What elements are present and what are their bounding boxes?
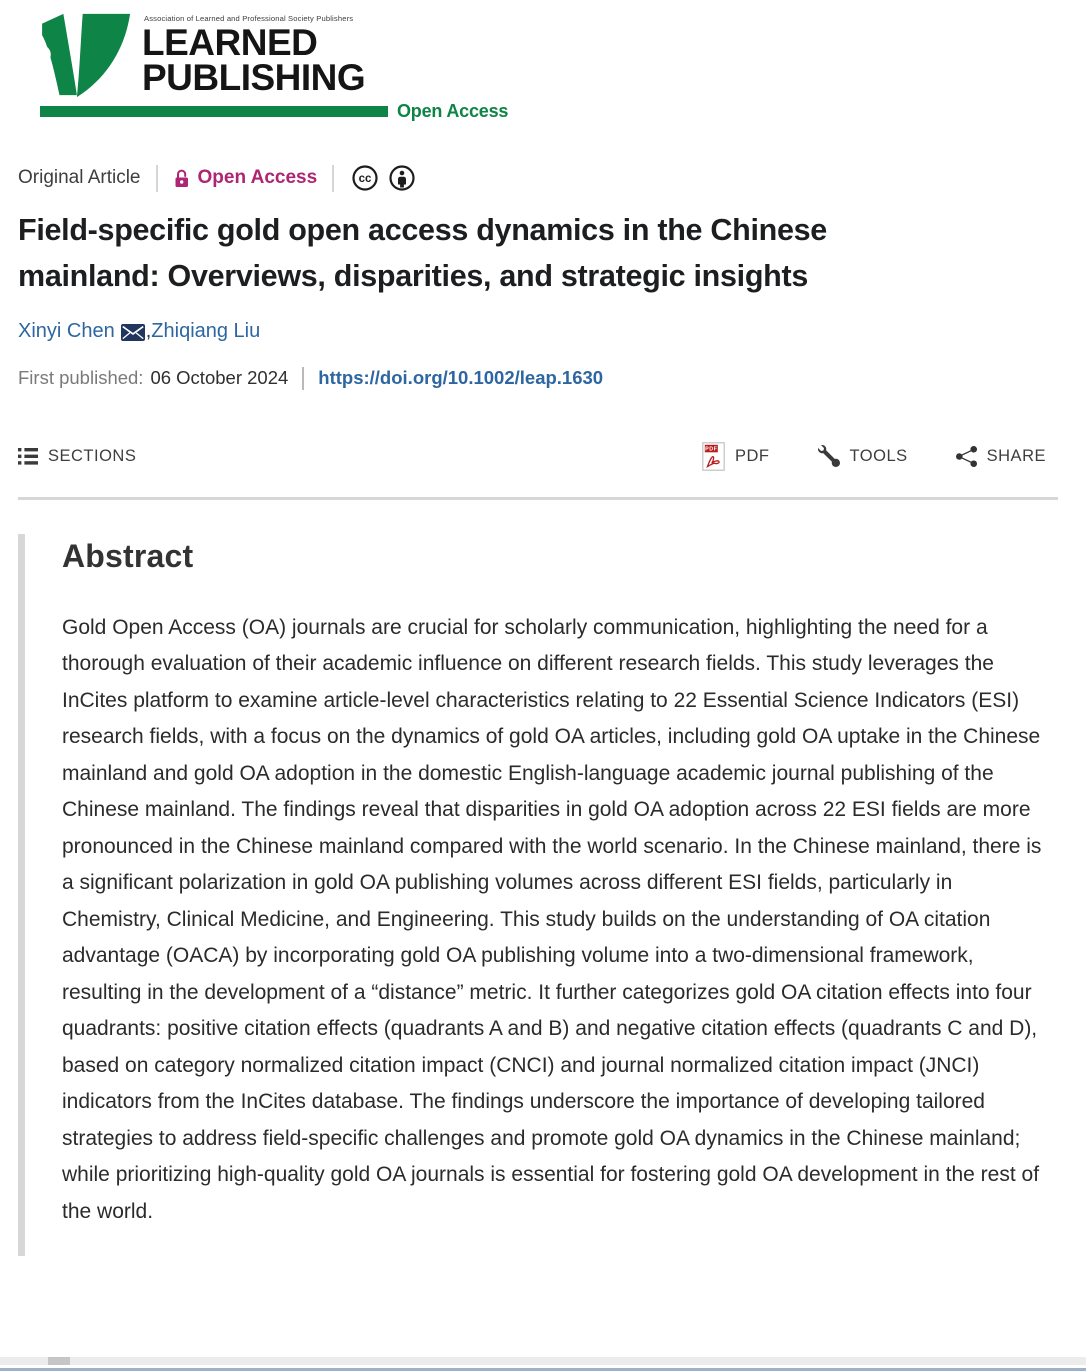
svg-text:PDF: PDF xyxy=(705,446,718,453)
article-meta-row xyxy=(18,164,1046,192)
share-button-label: SHARE xyxy=(986,446,1046,465)
pdf-button-label: PDF xyxy=(735,446,770,465)
tools-wrench-icon xyxy=(818,445,840,467)
published-row xyxy=(18,367,1046,390)
author-link-1[interactable]: Xinyi Chen xyxy=(18,319,115,342)
journal-logo[interactable] xyxy=(40,12,1046,122)
open-access-badge-label: Open Access xyxy=(197,167,318,188)
cc-by-icon[interactable] xyxy=(388,164,416,192)
sections-button-label: SECTIONS xyxy=(48,446,137,465)
author-link-2[interactable]: Zhiqiang Liu xyxy=(151,319,261,342)
horizontal-scrollbar[interactable] xyxy=(0,1357,1086,1365)
divider xyxy=(302,367,304,390)
tools-button-label: TOOLS xyxy=(849,446,908,465)
abstract-section xyxy=(18,534,1046,1257)
article-type-label: Original Article xyxy=(18,167,141,188)
divider xyxy=(332,165,334,192)
svg-text:cc: cc xyxy=(358,173,372,185)
journal-name-line2: PUBLISHING xyxy=(142,57,366,99)
lock-open-icon xyxy=(173,168,190,189)
author-separator: , xyxy=(145,319,152,342)
article-toolbar xyxy=(18,442,1046,471)
article-title: Field-specific gold open access dynamics in the Chinese mainland: Overviews, disparities, and strategic insights xyxy=(18,213,827,293)
share-button[interactable] xyxy=(956,446,1046,467)
journal-open-access-label: Open Access xyxy=(397,101,509,121)
scrollbar-thumb[interactable] xyxy=(48,1357,70,1365)
author-list xyxy=(18,320,1046,343)
sections-list-icon xyxy=(18,447,38,466)
cc-icon[interactable] xyxy=(351,164,379,192)
pdf-button[interactable] xyxy=(702,442,770,471)
alpsp-logo-icon xyxy=(40,12,137,99)
journal-name-line1: LEARNED xyxy=(142,22,318,63)
doi-link[interactable]: https://doi.org/10.1002/leap.1630 xyxy=(318,367,604,389)
email-icon[interactable] xyxy=(121,324,145,341)
open-access-badge[interactable] xyxy=(173,167,318,189)
toolbar-divider xyxy=(18,497,1058,500)
pdf-file-icon xyxy=(702,442,725,471)
logo-underline-bar xyxy=(40,106,388,117)
first-published-label: First published: xyxy=(18,367,144,389)
published-date: 06 October 2024 xyxy=(150,367,289,389)
abstract-heading: Abstract xyxy=(62,537,194,574)
association-name: Association of Learned and Professional Society Publishers xyxy=(144,14,354,23)
abstract-text: Gold Open Access (OA) journals are crucial for scholarly communication, highlighting the need for a thorough evaluation of their academic influence on different research fields. This study leverages the InCites platform to examine article-level characteristics relating to 22 Essential Science Indicators (ESI) research fields, with a focus on the dynamics of gold OA articles, including gold OA uptake in the Chinese mainland and gold OA adoption in the domestic English-language academic journal publishing of the Chinese mainland. The findings reveal that disparities in gold OA adoption across 22 ESI fields are more pronounced in the Chinese mainland compared with the world scenario. In the Chinese mainland, there is a significant polarization in gold OA publishing volumes across different ESI fields, particularly in Chemistry, Clinical Medicine, and Engineering. This study builds on the understanding of OA citation advantage (OACA) by incorporating gold OA publishing volume into a two-dimensional framework, resulting in the development of a “distance” metric. It further categorizes gold OA citation effects into four quadrants: positive citation effects (quadrants A and B) and negative citation effects (quadrants C and D), based on category normalized citation impact (CNCI) and journal normalized citation impact (JNCI) indicators from the InCites database. The findings underscore the importance of developing tailored strategies to address field-specific challenges and promote gold OA dynamics in the Chinese mainland; while prioritizing high-quality gold OA journals is essential for fostering gold OA development in the rest of the world. xyxy=(62,615,1042,1223)
tools-button[interactable] xyxy=(818,445,908,467)
share-icon xyxy=(956,446,977,467)
sections-button[interactable] xyxy=(18,447,136,466)
divider xyxy=(156,165,158,192)
